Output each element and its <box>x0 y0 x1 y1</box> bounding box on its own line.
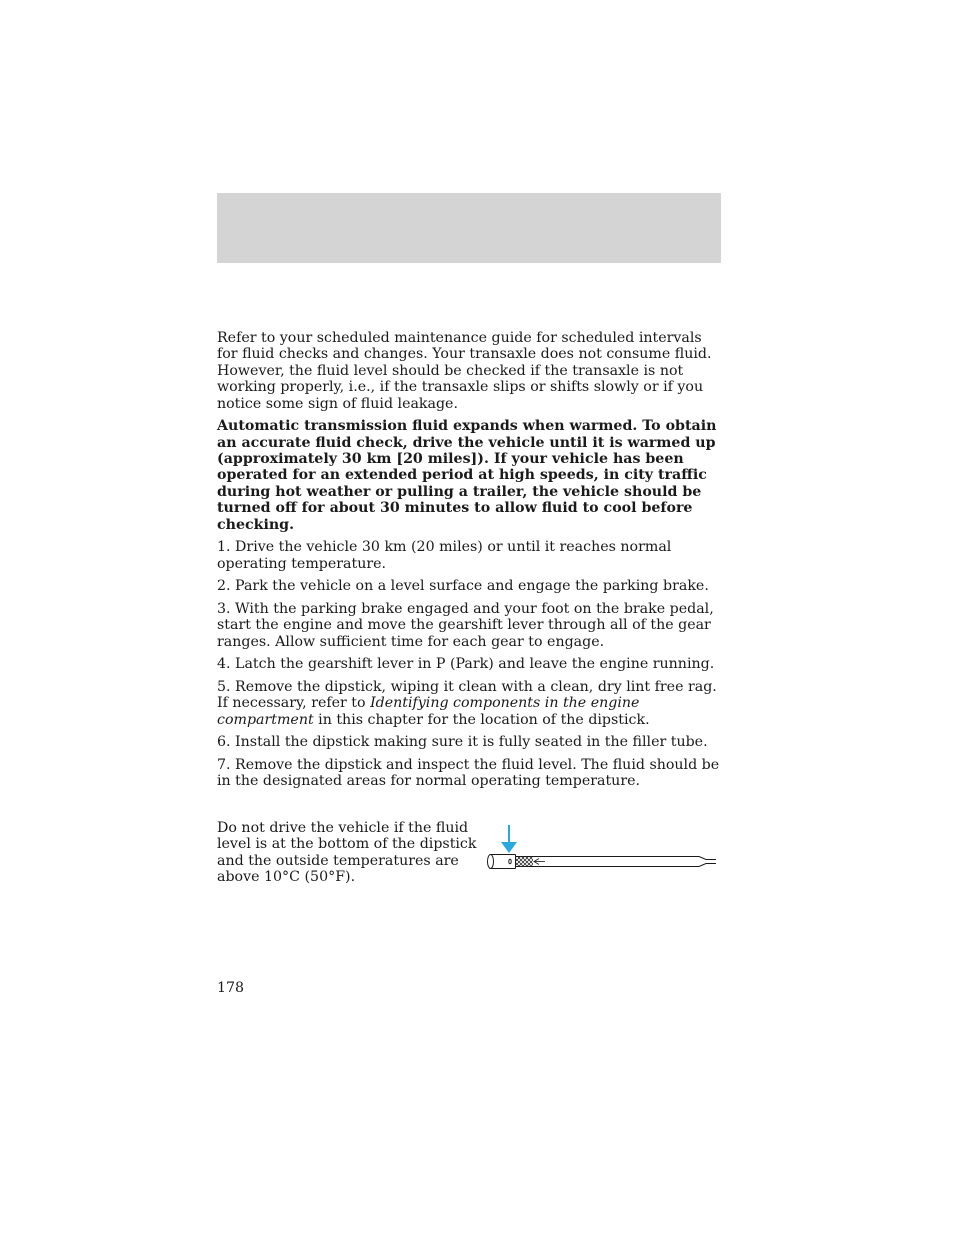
warm-fluid-note: Automatic transmission fluid expands when warmed. To obtain an accurate fluid check, drive the vehicle until it is warmed up (approximately 30 km [20 miles]). If your vehicle has been operated for an extended period at high speeds, in city traffic during hot weather or pulling a trailer, the vehicle should be turned off for about 30 minutes to allow fluid to cool before checking. <box>217 418 717 533</box>
down-arrow-icon <box>501 825 517 853</box>
dipstick-hatch-area <box>507 856 541 866</box>
step-4: 4. Latch the gearshift lever in P (Park) and leave the engine running. <box>217 656 715 673</box>
step-6: 6. Install the dipstick making sure it is fully seated in the filler tube. <box>217 734 708 751</box>
step-2: 2. Park the vehicle on a level surface and engage the parking brake. <box>217 578 709 595</box>
section-header-band <box>217 193 721 263</box>
intro-paragraph: Refer to your scheduled maintenance guide for scheduled intervals for fluid checks and changes. Your transaxle does not consume fluid. However, the fluid level should be checked if the transaxle is not working properly, i.e., if the transaxle slips or shifts slowly or if you notice some sign of fluid leakage. <box>217 330 712 412</box>
low-fluid-warning-text: Do not drive the vehicle if the fluid level is at the bottom of the dipstick and the outside temperatures are above 10°C (50°F). <box>217 820 477 886</box>
page-number: 178 <box>217 980 245 996</box>
dipstick-level-mark <box>534 859 545 865</box>
low-fluid-warning-block <box>217 820 723 900</box>
step-3: 3. With the parking brake engaged and your foot on the brake pedal, start the engine and move the gearshift lever through all of the gear ranges. Allow sufficient time for each gear to engage. <box>217 600 714 650</box>
step-5-reference-link: Identifying components in the engine compartment <box>217 695 640 728</box>
step-5-text-start: 5. Remove the dipstick, wiping it clean with a clean, dry lint free rag. If necessary, refer to <box>217 678 717 712</box>
step-7: 7. Remove the dipstick and inspect the fluid level. The fluid should be in the designated areas for normal operating temperature. <box>217 756 720 790</box>
dipstick-illustration <box>485 824 721 876</box>
step-5-text-end: in this chapter for the location of the dipstick. <box>313 711 650 728</box>
step-1: 1. Drive the vehicle 30 km (20 miles) or until it reaches normal operating temperature. <box>217 539 672 572</box>
step-5 <box>217 679 723 728</box>
main-content <box>217 330 723 796</box>
